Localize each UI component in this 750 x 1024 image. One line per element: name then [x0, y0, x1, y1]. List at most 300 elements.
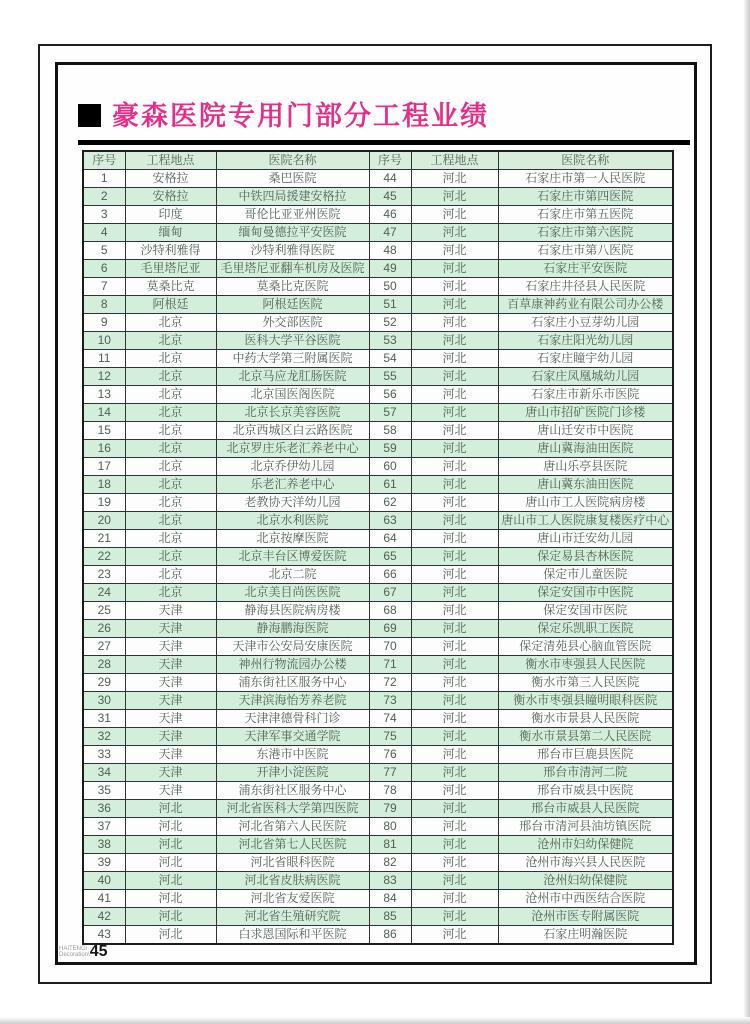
hospital-cell: 静海鹏海医院 — [216, 620, 369, 638]
hospital-cell: 保定安国市医院 — [498, 602, 673, 620]
seq-cell: 4 — [83, 224, 125, 242]
seq-cell: 22 — [83, 548, 125, 566]
location-cell: 北京 — [125, 494, 216, 512]
location-cell: 河北 — [411, 422, 498, 440]
location-cell: 河北 — [411, 926, 498, 945]
location-cell: 北京 — [125, 458, 216, 476]
hospital-cell: 唐山市迁安幼儿园 — [498, 530, 673, 548]
seq-cell: 31 — [83, 710, 125, 728]
table-row — [83, 872, 673, 890]
location-cell: 莫桑比克 — [125, 278, 216, 296]
seq-cell: 64 — [369, 530, 411, 548]
hospital-cell: 老教协天洋幼儿园 — [216, 494, 369, 512]
seq-cell: 61 — [369, 476, 411, 494]
seq-cell: 20 — [83, 512, 125, 530]
seq-cell: 37 — [83, 818, 125, 836]
table-row — [83, 332, 673, 350]
hospital-cell: 邢台市清河二院 — [498, 764, 673, 782]
table-row — [83, 908, 673, 926]
hospital-cell: 天津军事交通学院 — [216, 728, 369, 746]
brand-line2: Decoration\ — [59, 952, 90, 958]
table-row — [83, 890, 673, 908]
location-cell: 河北 — [411, 890, 498, 908]
location-cell: 北京 — [125, 332, 216, 350]
seq-cell: 5 — [83, 242, 125, 260]
hospital-cell: 桑巴医院 — [216, 170, 369, 188]
table-row — [83, 926, 673, 945]
location-cell: 北京 — [125, 584, 216, 602]
hospital-cell: 中铁四局援建安格拉 — [216, 188, 369, 206]
location-cell: 天津 — [125, 656, 216, 674]
hospital-cell: 石家庄小豆芽幼儿园 — [498, 314, 673, 332]
hospital-cell: 百草康神药业有限公司办公楼 — [498, 296, 673, 314]
seq-cell: 17 — [83, 458, 125, 476]
seq-cell: 53 — [369, 332, 411, 350]
location-cell: 河北 — [411, 188, 498, 206]
seq-cell: 54 — [369, 350, 411, 368]
table-row — [83, 656, 673, 674]
hospital-cell: 沧州市妇幼保健院 — [498, 836, 673, 854]
seq-cell: 68 — [369, 602, 411, 620]
table-row — [83, 458, 673, 476]
seq-cell: 28 — [83, 656, 125, 674]
seq-cell: 24 — [83, 584, 125, 602]
hospital-cell: 北京长京美容医院 — [216, 404, 369, 422]
location-cell: 北京 — [125, 314, 216, 332]
header-hospital-right: 医院名称 — [498, 151, 673, 170]
seq-cell: 71 — [369, 656, 411, 674]
seq-cell: 8 — [83, 296, 125, 314]
location-cell: 北京 — [125, 566, 216, 584]
hospital-cell: 浦东街社区服务中心 — [216, 782, 369, 800]
location-cell: 河北 — [125, 872, 216, 890]
hospital-cell: 保定安国市中医院 — [498, 584, 673, 602]
hospital-cell: 河北省医科大学第四医院 — [216, 800, 369, 818]
location-cell: 河北 — [411, 692, 498, 710]
table-header-row — [83, 151, 673, 170]
location-cell: 河北 — [411, 674, 498, 692]
seq-cell: 55 — [369, 368, 411, 386]
hospital-cell: 北京水利医院 — [216, 512, 369, 530]
location-cell: 河北 — [411, 242, 498, 260]
seq-cell: 3 — [83, 206, 125, 224]
seq-cell: 50 — [369, 278, 411, 296]
table-row — [83, 548, 673, 566]
seq-cell: 81 — [369, 836, 411, 854]
hospital-cell: 石家庄市第一人民医院 — [498, 170, 673, 188]
seq-cell: 38 — [83, 836, 125, 854]
header-seq-left: 序号 — [83, 151, 125, 170]
seq-cell: 58 — [369, 422, 411, 440]
hospital-cell: 莫桑比克医院 — [216, 278, 369, 296]
seq-cell: 40 — [83, 872, 125, 890]
hospital-cell: 衡水市景县人民医院 — [498, 710, 673, 728]
hospital-cell: 唐山市工人医院康复楼医疗中心 — [498, 512, 673, 530]
location-cell: 天津 — [125, 602, 216, 620]
seq-cell: 16 — [83, 440, 125, 458]
hospital-cell: 唐山市招矿医院门诊楼 — [498, 404, 673, 422]
location-cell: 河北 — [411, 728, 498, 746]
brand-logo-text — [59, 946, 90, 958]
hospital-cell: 河北省生殖研究院 — [216, 908, 369, 926]
hospital-cell: 河北省眼科医院 — [216, 854, 369, 872]
page-number: 45 — [89, 943, 108, 960]
hospital-cell: 乐老汇养老中心 — [216, 476, 369, 494]
seq-cell: 30 — [83, 692, 125, 710]
location-cell: 河北 — [411, 404, 498, 422]
table-row — [83, 692, 673, 710]
seq-cell: 65 — [369, 548, 411, 566]
location-cell: 北京 — [125, 422, 216, 440]
table-row — [83, 782, 673, 800]
table-row — [83, 278, 673, 296]
location-cell: 河北 — [411, 296, 498, 314]
seq-cell: 67 — [369, 584, 411, 602]
seq-cell: 39 — [83, 854, 125, 872]
location-cell: 北京 — [125, 350, 216, 368]
location-cell: 河北 — [125, 800, 216, 818]
hospital-cell: 石家庄市第六医院 — [498, 224, 673, 242]
table-row — [83, 854, 673, 872]
location-cell: 河北 — [411, 638, 498, 656]
hospital-cell: 衡水市第三人民医院 — [498, 674, 673, 692]
hospital-cell: 白求恩国际和平医院 — [216, 926, 369, 945]
hospital-cell: 邢台市威县人民医院 — [498, 800, 673, 818]
location-cell: 安格拉 — [125, 188, 216, 206]
location-cell: 河北 — [411, 350, 498, 368]
seq-cell: 83 — [369, 872, 411, 890]
location-cell: 河北 — [411, 494, 498, 512]
location-cell: 河北 — [411, 602, 498, 620]
location-cell: 天津 — [125, 692, 216, 710]
hospital-cell: 北京二院 — [216, 566, 369, 584]
location-cell: 河北 — [411, 656, 498, 674]
location-cell: 河北 — [125, 854, 216, 872]
table-row — [83, 242, 673, 260]
table-row — [83, 368, 673, 386]
location-cell: 毛里塔尼亚 — [125, 260, 216, 278]
location-cell: 河北 — [411, 512, 498, 530]
table-row — [83, 602, 673, 620]
seq-cell: 51 — [369, 296, 411, 314]
location-cell: 河北 — [411, 818, 498, 836]
table-row — [83, 350, 673, 368]
hospital-cell: 唐山冀东油田医院 — [498, 476, 673, 494]
location-cell: 天津 — [125, 620, 216, 638]
seq-cell: 21 — [83, 530, 125, 548]
table-row — [83, 494, 673, 512]
hospital-cell: 保定乐凯职工医院 — [498, 620, 673, 638]
location-cell: 河北 — [411, 836, 498, 854]
location-cell: 北京 — [125, 476, 216, 494]
location-cell: 河北 — [411, 260, 498, 278]
hospital-cell: 沙特利雅得医院 — [216, 242, 369, 260]
location-cell: 沙特利雅得 — [125, 242, 216, 260]
seq-cell: 43 — [83, 926, 125, 945]
hospital-cell: 天津滨海怡芳养老院 — [216, 692, 369, 710]
seq-cell: 73 — [369, 692, 411, 710]
seq-cell: 69 — [369, 620, 411, 638]
title-block — [78, 94, 690, 145]
table-row — [83, 440, 673, 458]
location-cell: 河北 — [411, 710, 498, 728]
location-cell: 河北 — [125, 926, 216, 945]
hospital-cell: 沧州市海兴县人民医院 — [498, 854, 673, 872]
location-cell: 河北 — [411, 476, 498, 494]
brand-line1: HAITENG\ — [59, 946, 88, 952]
hospital-cell: 邢台市清河县油坊镇医院 — [498, 818, 673, 836]
hospital-cell: 北京美目尚医医院 — [216, 584, 369, 602]
hospital-cell: 唐山乐亭县医院 — [498, 458, 673, 476]
results-table-body — [83, 170, 673, 945]
location-cell: 河北 — [125, 818, 216, 836]
hospital-cell: 北京乔伊幼儿园 — [216, 458, 369, 476]
seq-cell: 35 — [83, 782, 125, 800]
seq-cell: 26 — [83, 620, 125, 638]
hospital-cell: 天津市公安局安康医院 — [216, 638, 369, 656]
hospital-cell: 中药大学第三附属医院 — [216, 350, 369, 368]
seq-cell: 42 — [83, 908, 125, 926]
seq-cell: 23 — [83, 566, 125, 584]
hospital-cell: 外交部医院 — [216, 314, 369, 332]
location-cell: 天津 — [125, 638, 216, 656]
hospital-cell: 北京罗庄乐老汇养老中心 — [216, 440, 369, 458]
seq-cell: 70 — [369, 638, 411, 656]
seq-cell: 46 — [369, 206, 411, 224]
table-row — [83, 764, 673, 782]
location-cell: 北京 — [125, 368, 216, 386]
location-cell: 河北 — [411, 854, 498, 872]
seq-cell: 9 — [83, 314, 125, 332]
table-row — [83, 728, 673, 746]
seq-cell: 25 — [83, 602, 125, 620]
seq-cell: 86 — [369, 926, 411, 945]
hospital-cell: 石家庄市新乐市医院 — [498, 386, 673, 404]
seq-cell: 32 — [83, 728, 125, 746]
hospital-cell: 衡水市景县第二人民医院 — [498, 728, 673, 746]
seq-cell: 48 — [369, 242, 411, 260]
hospital-cell: 医科大学平谷医院 — [216, 332, 369, 350]
table-row — [83, 746, 673, 764]
hospital-cell: 邢台市巨鹿县医院 — [498, 746, 673, 764]
seq-cell: 60 — [369, 458, 411, 476]
seq-cell: 34 — [83, 764, 125, 782]
location-cell: 河北 — [411, 440, 498, 458]
seq-cell: 57 — [369, 404, 411, 422]
seq-cell: 19 — [83, 494, 125, 512]
hospital-cell: 北京按摩医院 — [216, 530, 369, 548]
location-cell: 河北 — [411, 368, 498, 386]
hospital-cell: 静海县医院病房楼 — [216, 602, 369, 620]
table-row — [83, 530, 673, 548]
table-row — [83, 188, 673, 206]
location-cell: 北京 — [125, 512, 216, 530]
table-row — [83, 620, 673, 638]
seq-cell: 84 — [369, 890, 411, 908]
seq-cell: 52 — [369, 314, 411, 332]
location-cell: 河北 — [411, 458, 498, 476]
table-row — [83, 836, 673, 854]
location-cell: 河北 — [125, 890, 216, 908]
seq-cell: 1 — [83, 170, 125, 188]
seq-cell: 45 — [369, 188, 411, 206]
seq-cell: 12 — [83, 368, 125, 386]
hospital-cell: 沧州妇幼保健院 — [498, 872, 673, 890]
seq-cell: 18 — [83, 476, 125, 494]
location-cell: 河北 — [411, 314, 498, 332]
table-row — [83, 206, 673, 224]
seq-cell: 14 — [83, 404, 125, 422]
hospital-cell: 北京马应龙肛肠医院 — [216, 368, 369, 386]
project-results-table — [82, 150, 674, 945]
location-cell: 河北 — [411, 566, 498, 584]
table-row — [83, 818, 673, 836]
seq-cell: 72 — [369, 674, 411, 692]
location-cell: 北京 — [125, 386, 216, 404]
seq-cell: 62 — [369, 494, 411, 512]
hospital-cell: 石家庄阳光幼儿园 — [498, 332, 673, 350]
hospital-cell: 保定易县杏林医院 — [498, 548, 673, 566]
seq-cell: 56 — [369, 386, 411, 404]
seq-cell: 63 — [369, 512, 411, 530]
seq-cell: 49 — [369, 260, 411, 278]
seq-cell: 36 — [83, 800, 125, 818]
location-cell: 河北 — [411, 170, 498, 188]
location-cell: 河北 — [411, 800, 498, 818]
location-cell: 河北 — [411, 548, 498, 566]
seq-cell: 11 — [83, 350, 125, 368]
location-cell: 天津 — [125, 764, 216, 782]
seq-cell: 85 — [369, 908, 411, 926]
table-row — [83, 386, 673, 404]
location-cell: 河北 — [411, 872, 498, 890]
hospital-cell: 沧州市医专附属医院 — [498, 908, 673, 926]
location-cell: 安格拉 — [125, 170, 216, 188]
table-row — [83, 638, 673, 656]
location-cell: 河北 — [411, 746, 498, 764]
table-row — [83, 404, 673, 422]
location-cell: 北京 — [125, 548, 216, 566]
table-row — [83, 422, 673, 440]
header-seq-right: 序号 — [369, 151, 411, 170]
header-location-right: 工程地点 — [411, 151, 498, 170]
hospital-cell: 缅甸曼德拉平安医院 — [216, 224, 369, 242]
location-cell: 北京 — [125, 404, 216, 422]
seq-cell: 27 — [83, 638, 125, 656]
photo-edge-right — [743, 0, 750, 1024]
location-cell: 河北 — [411, 908, 498, 926]
table-row — [83, 674, 673, 692]
table-row — [83, 260, 673, 278]
hospital-cell: 河北省第六人民医院 — [216, 818, 369, 836]
header-hospital-left: 医院名称 — [216, 151, 369, 170]
location-cell: 河北 — [125, 908, 216, 926]
table-row — [83, 170, 673, 188]
seq-cell: 74 — [369, 710, 411, 728]
hospital-cell: 哥伦比亚亚州医院 — [216, 206, 369, 224]
seq-cell: 66 — [369, 566, 411, 584]
seq-cell: 59 — [369, 440, 411, 458]
hospital-cell: 保定市儿童医院 — [498, 566, 673, 584]
location-cell: 阿根廷 — [125, 296, 216, 314]
hospital-cell: 河北省友爱医院 — [216, 890, 369, 908]
hospital-cell: 石家庄凤凰城幼儿园 — [498, 368, 673, 386]
seq-cell: 41 — [83, 890, 125, 908]
location-cell: 河北 — [411, 206, 498, 224]
hospital-cell: 浦东街社区服务中心 — [216, 674, 369, 692]
seq-cell: 77 — [369, 764, 411, 782]
seq-cell: 2 — [83, 188, 125, 206]
table-row — [83, 584, 673, 602]
hospital-cell: 石家庄平安医院 — [498, 260, 673, 278]
table-row — [83, 800, 673, 818]
seq-cell: 82 — [369, 854, 411, 872]
seq-cell: 79 — [369, 800, 411, 818]
hospital-cell: 北京丰台区博爱医院 — [216, 548, 369, 566]
location-cell: 河北 — [411, 332, 498, 350]
table-row — [83, 224, 673, 242]
location-cell: 天津 — [125, 674, 216, 692]
location-cell: 北京 — [125, 440, 216, 458]
hospital-cell: 北京西城区白云路医院 — [216, 422, 369, 440]
location-cell: 河北 — [411, 224, 498, 242]
seq-cell: 6 — [83, 260, 125, 278]
table-row — [83, 476, 673, 494]
bullet-square-icon — [78, 104, 101, 127]
hospital-cell: 邢台市威县中医院 — [498, 782, 673, 800]
seq-cell: 13 — [83, 386, 125, 404]
location-cell: 天津 — [125, 728, 216, 746]
table-row — [83, 314, 673, 332]
location-cell: 印度 — [125, 206, 216, 224]
hospital-cell: 开津小淀医院 — [216, 764, 369, 782]
table-row — [83, 710, 673, 728]
hospital-cell: 唐山市工人医院病房楼 — [498, 494, 673, 512]
hospital-cell: 石家庄市第五医院 — [498, 206, 673, 224]
location-cell: 河北 — [411, 386, 498, 404]
hospital-cell: 石家庄明瀚医院 — [498, 926, 673, 945]
hospital-cell: 唐山冀海油田医院 — [498, 440, 673, 458]
table-row — [83, 512, 673, 530]
header-location-left: 工程地点 — [125, 151, 216, 170]
seq-cell: 75 — [369, 728, 411, 746]
table-row — [83, 296, 673, 314]
location-cell: 河北 — [411, 620, 498, 638]
seq-cell: 7 — [83, 278, 125, 296]
hospital-cell: 石家庄市第八医院 — [498, 242, 673, 260]
location-cell: 北京 — [125, 530, 216, 548]
location-cell: 河北 — [411, 278, 498, 296]
hospital-cell: 石家庄井径县人民医院 — [498, 278, 673, 296]
location-cell: 缅甸 — [125, 224, 216, 242]
seq-cell: 44 — [369, 170, 411, 188]
location-cell: 天津 — [125, 710, 216, 728]
hospital-cell: 阿根廷医院 — [216, 296, 369, 314]
seq-cell: 33 — [83, 746, 125, 764]
hospital-cell: 石家庄瞳宇幼儿园 — [498, 350, 673, 368]
hospital-cell: 石家庄市第四医院 — [498, 188, 673, 206]
location-cell: 河北 — [411, 530, 498, 548]
location-cell: 天津 — [125, 746, 216, 764]
seq-cell: 10 — [83, 332, 125, 350]
footer-brand — [59, 944, 107, 960]
seq-cell: 78 — [369, 782, 411, 800]
location-cell: 天津 — [125, 782, 216, 800]
seq-cell: 29 — [83, 674, 125, 692]
location-cell: 河北 — [411, 764, 498, 782]
page-title: 豪森医院专用门部分工程业绩 — [112, 101, 489, 131]
seq-cell: 15 — [83, 422, 125, 440]
